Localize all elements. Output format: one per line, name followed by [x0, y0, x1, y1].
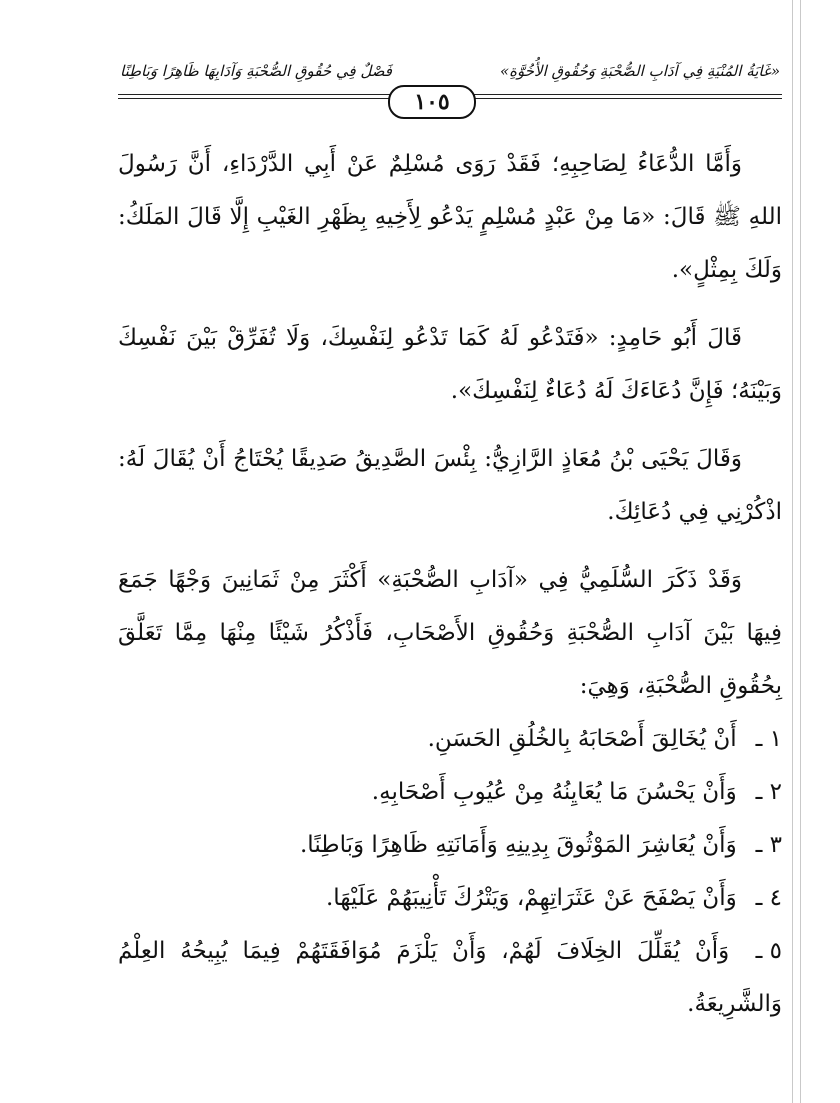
- paragraph: وَقَدْ ذَكَرَ السُّلَمِيُّ فِي «آدَابِ الصُّحْبَةِ» أَكْثَرَ مِنْ ثَمَانِينَ وَجْهًا جَمَعَ فِيهَا بَيْنَ آدَابِ الصُّحْبَةِ وَحُقُوقِ الأَصْحَابِ، فَأَذْكُرُ شَيْئًا مِنْهَا مِمَّا تَعَلَّقَ بِحُقُوقِ الصُّحْبَةِ، وَهِيَ:: [118, 567, 782, 699]
- list-item-text: وَأَنْ يَصْفَحَ عَنْ عَثَرَاتِهِمْ، وَيَتْرُكَ تَأْنِيبَهُمْ عَلَيْهَا.: [326, 885, 737, 911]
- paragraph: وَقَالَ يَحْيَى بْنُ مُعَاذٍ الرَّازِيُّ: بِئْسَ الصَّدِيقُ صَدِيقًا يُحْتَاجُ أَنْ يُقَالَ لَهُ: اذْكُرْنِي فِي دُعَائِكَ.: [118, 446, 782, 525]
- scan-edge-line: [792, 0, 793, 1103]
- list-item-number: ١ ـ: [755, 726, 782, 752]
- list-item: [118, 925, 782, 1031]
- list-item-text: وَأَنْ يُقَلِّلَ الخِلَافَ لَهُمْ، وَأَنْ يَلْزَمَ مُوَافَقَتَهُمْ فِيمَا يُبِيحُهُ العِلْمُ وَالشَّرِيعَةُ.: [118, 938, 782, 1017]
- scan-edge-line: [800, 0, 801, 1103]
- list-item-text: أَنْ يُخَالِقَ أَصْحَابَهُ بِالخُلُقِ الحَسَنِ.: [427, 726, 737, 752]
- paragraph: وَأَمَّا الدُّعَاءُ لِصَاحِبِهِ؛ فَقَدْ رَوَى مُسْلِمٌ عَنْ أَبِي الدَّرْدَاءِ، أَنَّ رَسُولَ اللهِ ﷺ قَالَ: «مَا مِنْ عَبْدٍ مُسْلِمٍ يَدْعُو لِأَخِيهِ بِظَهْرِ الغَيْبِ إِلَّا قَالَ المَلَكُ: وَلَكَ بِمِثْلٍ».: [118, 151, 782, 283]
- list-item-text: وَأَنْ يَحْسُنَ مَا يُعَايِنُهُ مِنْ عُيُوبِ أَصْحَابِهِ.: [371, 779, 737, 805]
- list-item-number: ٢ ـ: [755, 779, 782, 805]
- list-item-number: ٣ ـ: [755, 832, 782, 858]
- list-item: [118, 766, 782, 819]
- chapter-title: فَصْلٌ فِي حُقُوقِ الصُّحْبَةِ وَآدَابِهَا ظَاهِرًا وَبَاطِنًا: [120, 62, 392, 80]
- list-item-number: ٤ ـ: [755, 885, 782, 911]
- list-item-number: ٥ ـ: [755, 938, 782, 964]
- list-item: [118, 819, 782, 872]
- paragraph: قَالَ أَبُو حَامِدٍ: «فَتَدْعُو لَهُ كَمَا تَدْعُو لِنَفْسِكَ، وَلَا تُفَرِّقْ بَيْنَ نَفْسِكَ وَبَيْنَهُ؛ فَإِنَّ دُعَاءَكَ لَهُ دُعَاءٌ لِنَفْسِكَ».: [118, 325, 782, 404]
- list-item: [118, 713, 782, 766]
- page-number: ١٠٥: [388, 85, 476, 119]
- list-item-text: وَأَنْ يُعَاشِرَ المَوْثُوقَ بِدِينِهِ وَأَمَانَتِهِ ظَاهِرًا وَبَاطِنًا.: [300, 832, 737, 858]
- page-body: [118, 138, 782, 1031]
- list-item: [118, 872, 782, 925]
- book-title: «غَايَةُ المُنْيَةِ فِي آدَابِ الصُّحْبَةِ وَحُقُوقِ الأُخُوَّةِ»: [500, 62, 780, 80]
